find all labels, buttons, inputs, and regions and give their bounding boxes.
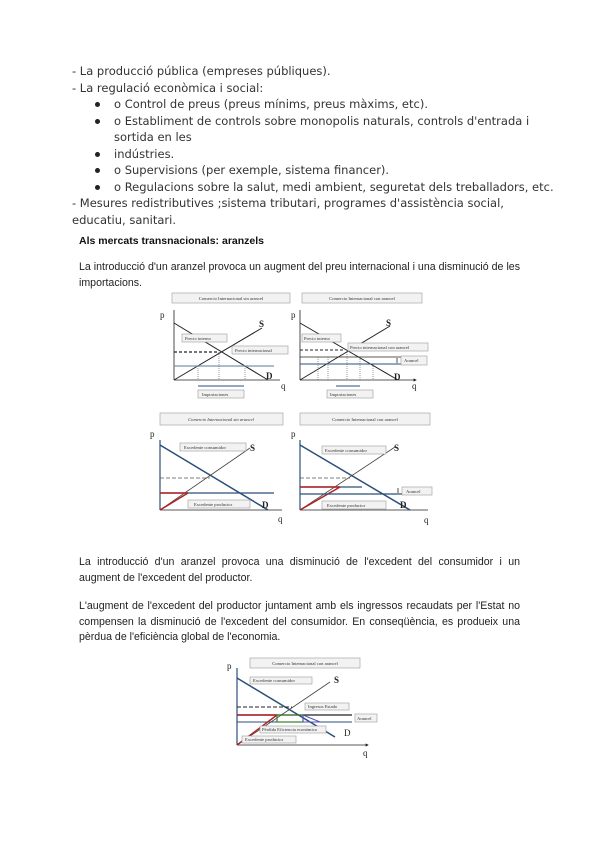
demand-label: D: [262, 500, 269, 510]
list-outro-2: educatiu, sanitari.: [72, 213, 176, 227]
diagram-title: Comercio Internacional con arancel: [272, 661, 338, 666]
label-importaciones: Importaciones: [202, 392, 229, 397]
label-precio-internacional: Precio internacional: [235, 348, 272, 353]
axis-q-label: q: [412, 381, 417, 391]
label-precio-interno: Precio interno: [185, 336, 211, 341]
label-exc-consumidor: Excedente consumidor: [325, 448, 367, 453]
diagram-surplus-with-tariff: [291, 413, 432, 525]
diagram-efficiency-loss: [227, 658, 377, 758]
label-arancel: Arancel: [404, 358, 419, 363]
label-exc-productor: Excedente productor: [194, 502, 233, 507]
list-intro-2: - La regulació econòmica i social:: [72, 81, 264, 95]
label-importaciones: Importaciones: [330, 392, 357, 397]
paragraph-1: La introducció d'un aranzel provoca un augment del preu internacional i una disminució de les importacions.: [79, 261, 520, 289]
paragraph-3: L'augment de l'excedent del productor juntament amb els ingressos recaudats per l'Estat no compensen la disminució de l'excedent del consumidor. En conseqüència, es produeix una pèrdua de l'eficiència global de l'economia.: [79, 600, 520, 643]
diagram-surplus-no-tariff: [150, 413, 283, 524]
bullet-item: o Supervisions (per exemple, sistema financer).: [114, 163, 390, 177]
supply-label: S: [394, 443, 400, 453]
axis-p-label: p: [150, 429, 155, 439]
axis-p-label: p: [227, 661, 232, 671]
supply-curve: [300, 447, 395, 510]
supply-label: S: [259, 319, 265, 329]
axis-p-label: p: [291, 310, 296, 320]
label-exc-consumidor: Excedente consumidor: [184, 445, 226, 450]
bullet-item: indústries.: [114, 147, 175, 161]
supply-label: S: [334, 675, 340, 685]
supply-label: S: [250, 443, 256, 453]
axis-q-label: q: [424, 515, 429, 525]
diagram-title: Comercio Internacional con arancel: [329, 296, 395, 301]
label-exc-productor: Excedente productor: [327, 503, 366, 508]
label-precio-interno: Precio interno: [304, 336, 330, 341]
label-exc-consumidor: Excedente consumidor: [253, 678, 295, 683]
demand-label: D: [266, 371, 273, 381]
axis-p-label: p: [160, 310, 165, 320]
list-outro-1: - Mesures redistributives ;sistema tributari, programes d'assistència social,: [72, 196, 504, 210]
demand-label: D: [344, 728, 351, 738]
axis-p-label: p: [291, 429, 296, 439]
diagram-title: Comercio Internacional con arancel: [332, 417, 398, 422]
demand-label: D: [394, 372, 401, 382]
axis-q-label: q: [363, 748, 368, 758]
diagram-trade-no-tariff: [160, 293, 290, 398]
diagram-title: Comercio Internacional sin arancel: [198, 296, 264, 301]
bullet-item: o Establiment de controls sobre monopolis naturals, controls d'entrada i: [114, 114, 530, 128]
bullet-item-cont: sortida en les: [114, 130, 192, 144]
paragraph-2: La introducció d'un aranzel provoca una disminució de l'excedent del consumidor i un augment de l'excedent del productor.: [79, 556, 520, 584]
supply-curve: [237, 682, 330, 745]
diagram-trade-with-tariff: [291, 293, 428, 398]
section-heading: Als mercats transnacionals: aranzels: [79, 235, 265, 247]
axis-q-label: q: [281, 381, 286, 391]
label-arancel: Arancel: [406, 489, 421, 494]
axis-q-label: q: [278, 514, 283, 524]
supply-label: S: [386, 318, 392, 328]
list-intro-1: - La producció pública (empreses públiques).: [72, 64, 331, 78]
label-precio-int-arancel: Precio internacional con arancel: [350, 345, 410, 350]
label-exc-productor: Excedente productor: [245, 737, 284, 742]
demand-label: D: [400, 500, 407, 510]
label-arancel: Arancel: [357, 716, 372, 721]
label-perdida-eficiencia: Pérdida Eficiencia económica: [262, 727, 317, 732]
diagram-title: Comercio Internacional sin arancel: [188, 417, 254, 422]
bullet-item: o Regulacions sobre la salut, medi ambient, seguretat dels treballadors, etc.: [114, 180, 554, 194]
label-ingresos-estado: Ingresos Estado: [308, 704, 338, 709]
bullet-item: o Control de preus (preus mínims, preus màxims, etc).: [114, 97, 428, 111]
